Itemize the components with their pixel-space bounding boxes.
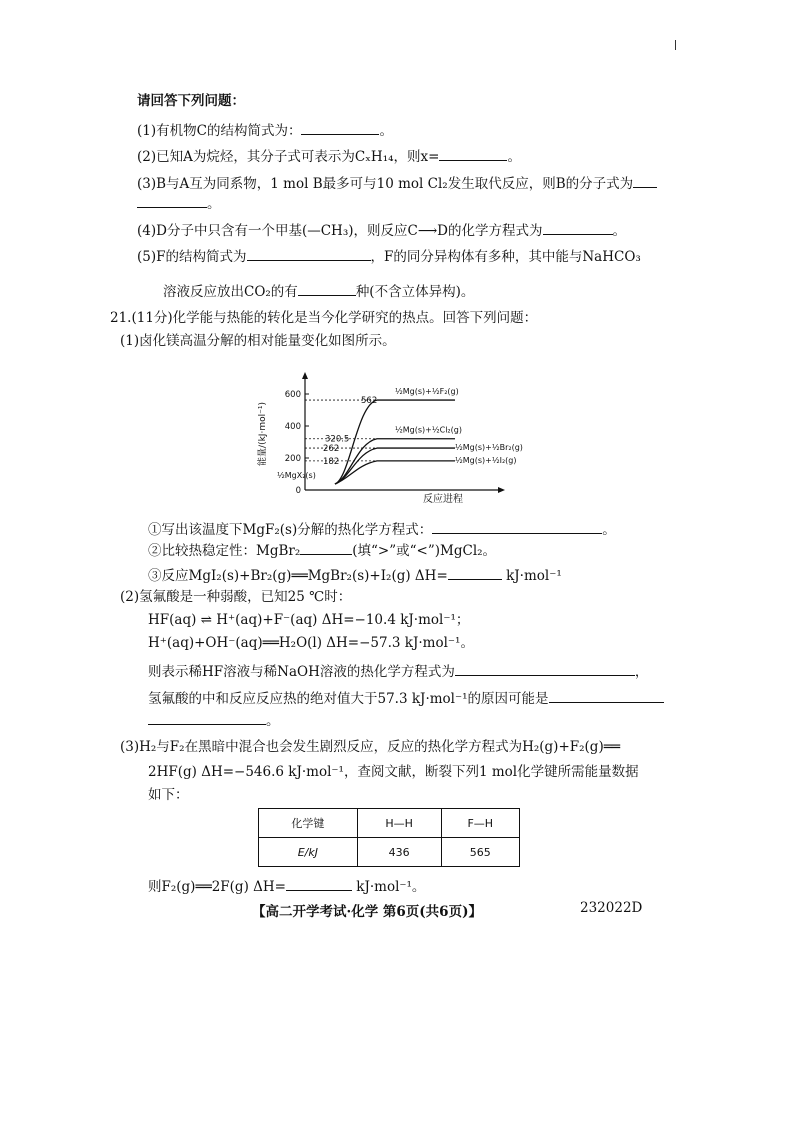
start-label: ½MgX₂(s)	[277, 471, 316, 480]
table-cell: 565	[441, 838, 519, 867]
part-1-item-2: ②比较热稳定性：MgBr₂ (填“>”或“<”)MgCl₂。	[148, 540, 496, 560]
equation-2: H⁺(aq)+OH⁻(aq)══H₂O(l) ΔH=−57.3 kJ·mol⁻¹。	[148, 635, 474, 651]
part-1-item-3: ③反应MgI₂(s)+Br₂(g)══MgBr₂(s)+I₂(g) ΔH= kJ·mol⁻¹	[148, 565, 562, 585]
series-label: ½Mg(s)+½Cl₂(g)	[395, 425, 462, 435]
part-3-final: 则F₂(g)══2F(g) ΔH= kJ·mol⁻¹。	[148, 876, 425, 896]
y-tick-label: 200	[284, 454, 301, 464]
question-21-part-2: (2)氢氟酸是一种弱酸，已知25 ℃时：	[120, 589, 352, 605]
value-label: 562	[361, 396, 378, 407]
question-5: (5)F的结构简式为 ，F的同分异构体有多种，其中能与NaHCO₃	[137, 246, 641, 266]
part-2-question-b-continued: 。	[148, 710, 280, 730]
series-label: ½Mg(s)+½F₂(g)	[395, 387, 459, 397]
intro: 请回答下列问题：	[137, 93, 245, 109]
equation-1: HF(aq) ⇌ H⁺(aq)+F⁻(aq) ΔH=−10.4 kJ·mol⁻¹；	[148, 612, 470, 628]
y-tick-label: 0	[295, 486, 301, 496]
y-tick-label: 400	[284, 422, 301, 432]
question-5-continued: 溶液反应放出CO₂的有 种(不含立体异构)。	[163, 281, 474, 301]
series-label: ½Mg(s)+½I₂(g)	[455, 455, 517, 465]
question-1: (1)有机物C的结构简式为： 。	[137, 120, 393, 140]
table-header-cell: H—H	[357, 809, 441, 838]
table-cell: E/kJ	[259, 838, 358, 867]
question-3: (3)B与A互为同系物，1 mol B最多可与10 mol Cl₂发生取代反应，则B的分子式为	[137, 173, 657, 193]
x-axis-arrow	[498, 487, 505, 493]
footer-code: 232022D	[580, 900, 643, 916]
table-header-row	[259, 809, 520, 838]
question-3-continued: 。	[137, 193, 221, 213]
table-row	[259, 838, 520, 867]
footer-title: 【高二开学考试·化学 第6页(共6页)】	[252, 904, 482, 920]
value-label: 182	[323, 456, 340, 467]
question-21-part-1: (1)卤化镁高温分解的相对能量变化如图所示。	[120, 333, 396, 349]
y-axis-label: 能量/(kJ·mol⁻¹)	[258, 402, 268, 466]
value-label: 320.5	[325, 434, 350, 445]
part-3-line-2: 2HF(g) ΔH=−546.6 kJ·mol⁻¹，查阅文献，断裂下列1 mol化学键所需能量数据	[148, 764, 639, 780]
table-header-cell: F—H	[441, 809, 519, 838]
value-label: 262	[323, 444, 340, 455]
y-axis-arrow	[302, 372, 308, 379]
table-cell: 436	[357, 838, 441, 867]
part-3-line-1: (3)H₂与F₂在黑暗中混合也会发生剧烈反应，反应的热化学方程式为H₂(g)+F₂(g)══	[120, 739, 620, 755]
series-label: ½Mg(s)+½Br₂(g)	[455, 443, 523, 453]
y-tick-label: 600	[284, 390, 301, 400]
energy-curve	[335, 400, 455, 484]
part-2-question-b: 氢氟酸的中和反应反应热的绝对值大于57.3 kJ·mol⁻¹的原因可能是	[148, 688, 664, 708]
energy-curve	[335, 448, 455, 484]
energy-chart	[245, 372, 545, 512]
question-4: (4)D分子中只含有一个甲基(—CH₃)，则反应C⟶D的化学方程式为 。	[137, 220, 626, 240]
bond-energy-table	[258, 808, 520, 867]
energy-curve	[335, 461, 455, 484]
part-2-question-a: 则表示稀HF溶液与稀NaOH溶液的热化学方程式为 ，	[148, 661, 648, 681]
scan-mark	[675, 40, 676, 50]
x-axis-label: 反应进程	[423, 494, 463, 505]
table-header-cell: 化学键	[259, 809, 358, 838]
question-21-title: 21.(11分)化学能与热能的转化是当今化学研究的热点。回答下列问题：	[110, 310, 538, 326]
question-2: (2)已知A为烷烃，其分子式可表示为CₓH₁₄，则x= 。	[137, 146, 521, 166]
part-1-item-1: ①写出该温度下MgF₂(s)分解的热化学方程式： 。	[148, 519, 616, 539]
part-3-line-3: 如下：	[148, 787, 189, 803]
